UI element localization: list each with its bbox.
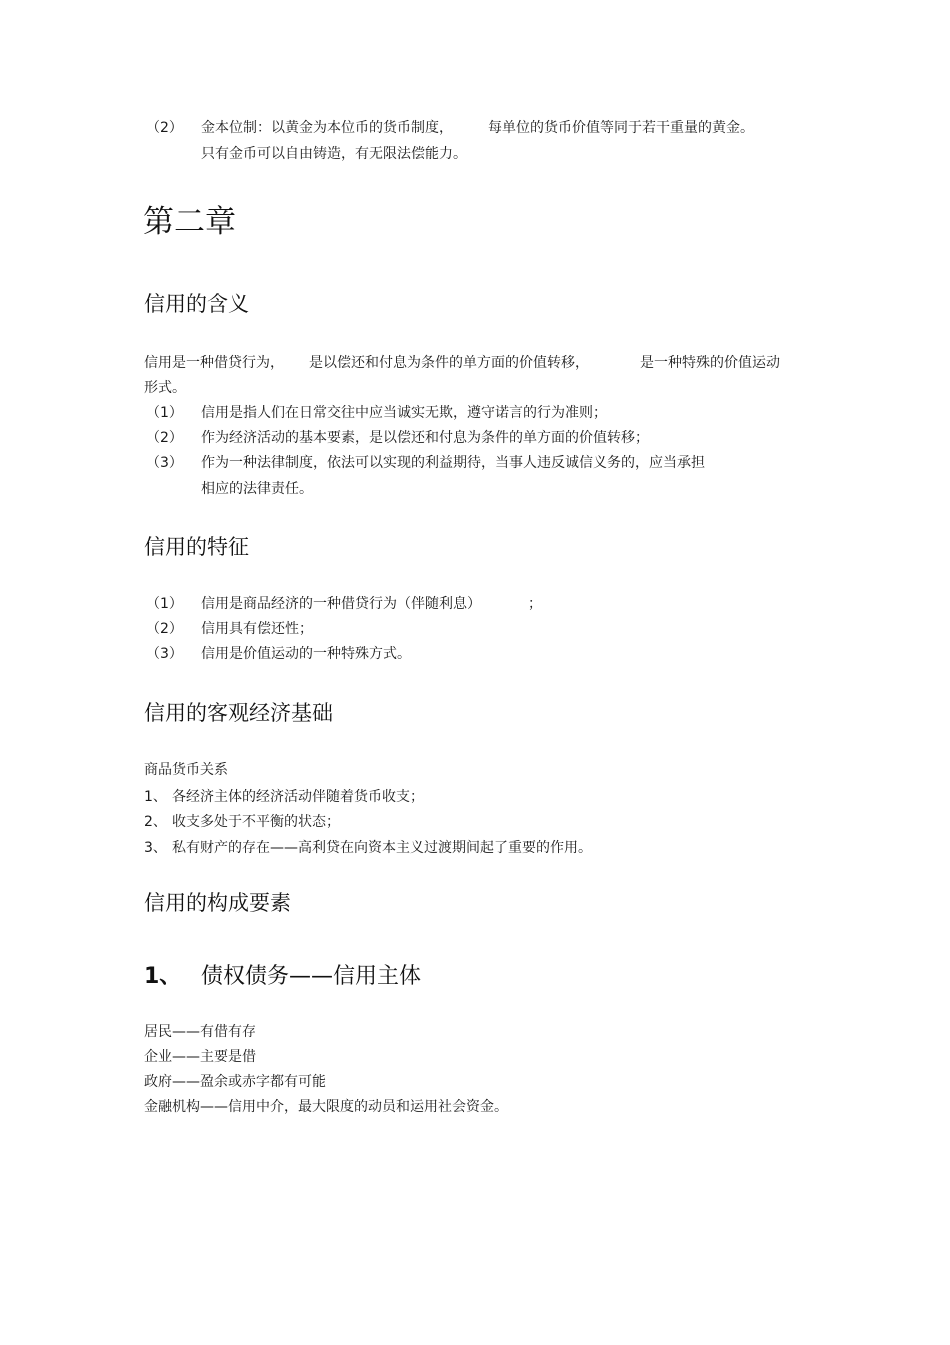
chapter-title: 第二章 (143, 204, 236, 240)
meaning-item-continuation: 相应的法律责任。 (201, 481, 313, 497)
intro-item-continuation: 只有金币可以自由铸造，有无限法偿能力。 (201, 146, 467, 162)
basis-item-text: 收支多处于不平衡的状态； (172, 814, 340, 830)
meaning-definition-part2: 是以偿还和付息为条件的单方面的价值转移， (309, 355, 589, 371)
meaning-item-text: 信用是指人们在日常交往中应当诚实无欺，遵守诺言的行为准则； (201, 405, 607, 421)
features-item-number: （3） (146, 646, 183, 662)
meaning-definition-part3: 是一种特殊的价值运动 (640, 355, 780, 371)
features-item-text: 信用具有偿还性； (201, 621, 313, 637)
meaning-item-number: （1） (146, 405, 183, 421)
basis-item-text: 私有财产的存在——高利贷在向资本主义过渡期间起了重要的作用。 (172, 840, 592, 856)
meaning-item-text: 作为一种法律制度，依法可以实现的利益期待，当事人违反诚信义务的，应当承担 (201, 455, 705, 471)
elements-subsection-title: 债权债务——信用主体 (201, 964, 422, 989)
features-item-text: 信用是商品经济的一种借贷行为（伴随利息） (201, 596, 481, 612)
section-heading-elements: 信用的构成要素 (144, 891, 291, 915)
meaning-definition-part1: 信用是一种借贷行为， (144, 355, 284, 371)
basis-item-number: 2、 (144, 814, 167, 830)
basis-item-number: 1、 (144, 789, 167, 805)
meaning-item-number: （2） (146, 430, 183, 446)
meaning-definition-continuation: 形式。 (144, 380, 186, 396)
elements-line: 金融机构——信用中介，最大限度的动员和运用社会资金。 (144, 1099, 508, 1115)
elements-line: 政府——盈余或赤字都有可能 (144, 1074, 326, 1090)
features-item-number: （2） (146, 621, 183, 637)
features-item-text: 信用是价值运动的一种特殊方式。 (201, 646, 411, 662)
basis-subheading: 商品货币关系 (144, 762, 228, 778)
meaning-item-text: 作为经济活动的基本要素，是以偿还和付息为条件的单方面的价值转移； (201, 430, 649, 446)
elements-line: 企业——主要是借 (144, 1049, 256, 1065)
features-item-tail: ； (528, 596, 542, 612)
features-item-number: （1） (146, 596, 183, 612)
section-heading-basis: 信用的客观经济基础 (144, 701, 333, 725)
section-heading-features: 信用的特征 (144, 535, 249, 559)
meaning-item-number: （3） (146, 455, 183, 471)
intro-item-text-part2: 每单位的货币价值等同于若干重量的黄金。 (488, 120, 754, 136)
intro-item-number: （2） (146, 120, 183, 136)
basis-item-text: 各经济主体的经济活动伴随着货币收支； (172, 789, 424, 805)
elements-line: 居民——有借有存 (144, 1024, 256, 1040)
elements-subsection-number: 1、 (144, 964, 182, 989)
section-heading-meaning: 信用的含义 (144, 292, 249, 316)
intro-item-text-part1: 金本位制：以黄金为本位币的货币制度， (201, 120, 453, 136)
basis-item-number: 3、 (144, 840, 167, 856)
